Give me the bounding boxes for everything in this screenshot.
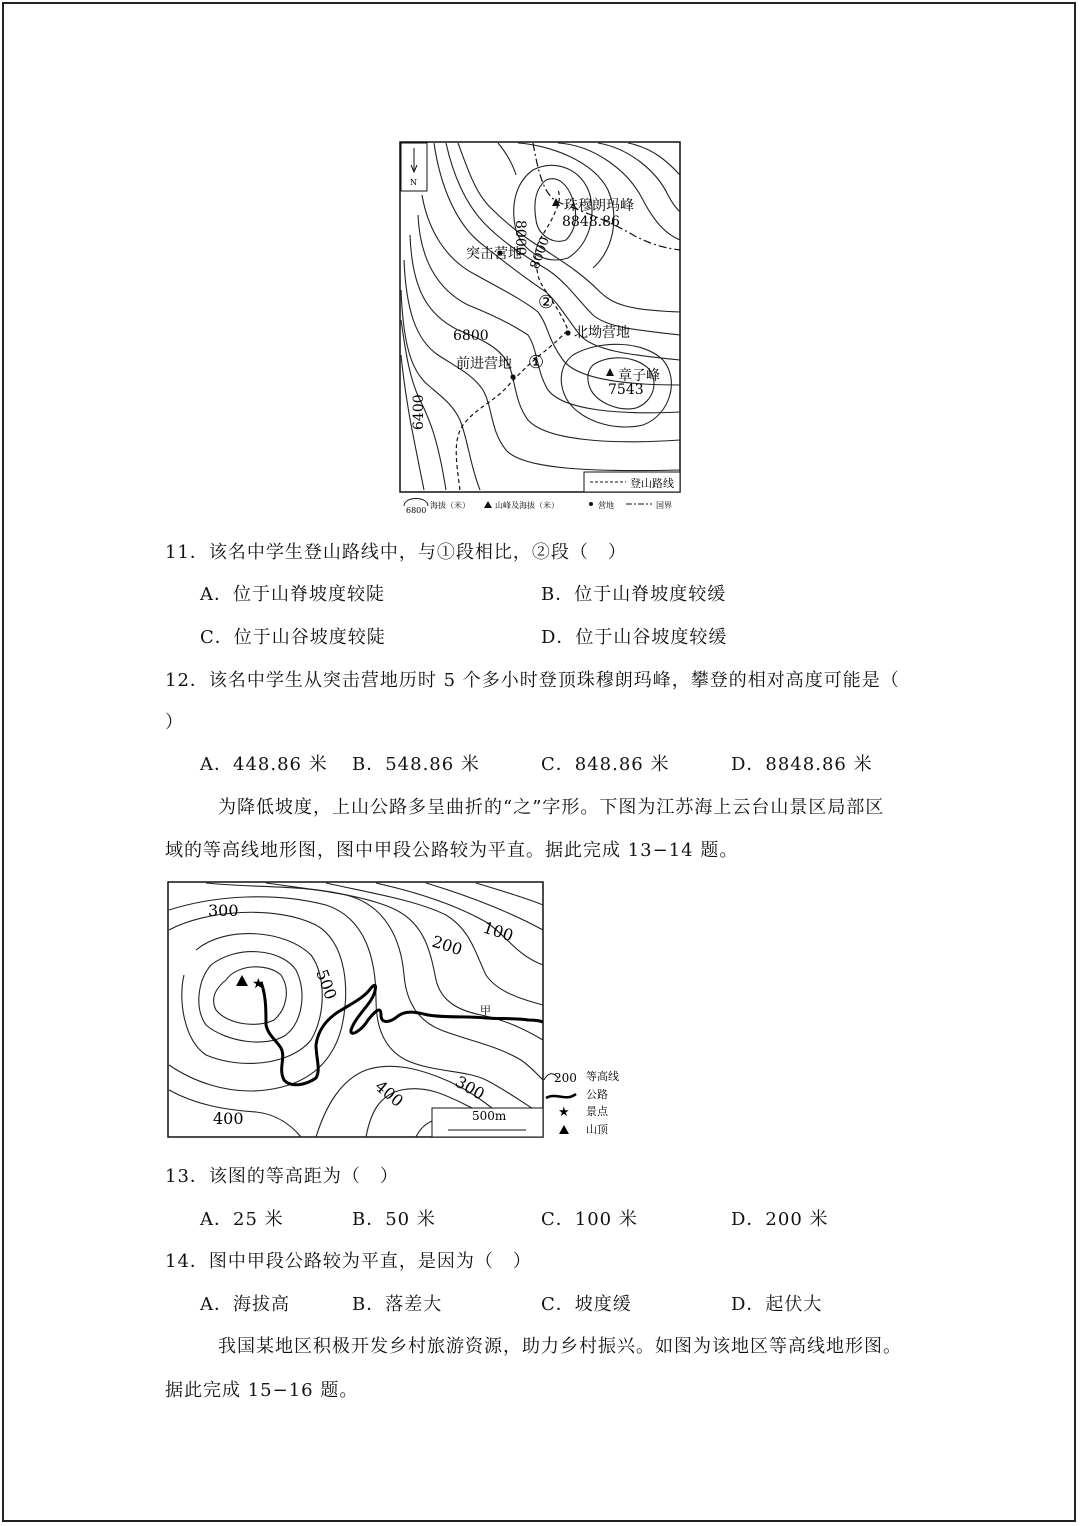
label-camp-north: 北坳营地 xyxy=(574,325,630,341)
legend-contour-value: 6800 xyxy=(406,506,427,515)
q14-option-d[interactable]: D．起伏大 xyxy=(731,1294,823,1315)
question-12-stem: 12．该名中学生从突击营地历时 5 个多小时登顶珠穆朗玛峰，攀登的相对高度可能是（ xyxy=(165,670,900,691)
q12-option-b[interactable]: B．548.86 米 xyxy=(352,754,480,775)
q11-option-d[interactable]: D．位于山谷坡度较缓 xyxy=(541,627,728,648)
legend-road-icon xyxy=(546,1094,576,1098)
scale-bar xyxy=(432,1108,543,1137)
scenic-spot-icon: ★ xyxy=(252,976,265,992)
label-zhangzi-altitude: 7543 xyxy=(608,382,644,398)
question-13-stem: 13．该图的等高距为（ ） xyxy=(165,1166,399,1187)
legend-camp-label: 营地 xyxy=(598,501,614,510)
legend-contour-value: 200 xyxy=(554,1071,577,1085)
label-everest: 珠穆朗玛峰 xyxy=(564,198,634,214)
yuntai-contour-map xyxy=(166,880,636,1142)
legend-summit-label: 山顶 xyxy=(586,1123,608,1136)
legend-scenic-label: 景点 xyxy=(586,1105,608,1118)
label-zhangzi: 章子峰 xyxy=(618,368,660,384)
svg-text:500m: 500m xyxy=(472,1109,507,1123)
q13-option-c[interactable]: C．100 米 xyxy=(541,1209,638,1230)
contour-label-100: 100 xyxy=(480,917,516,946)
q13-option-d[interactable]: D．200 米 xyxy=(731,1209,829,1230)
contour-label-300: 300 xyxy=(452,1072,488,1104)
legend-road-label: 公路 xyxy=(586,1088,608,1101)
camp-forward-marker xyxy=(510,374,515,379)
contour-label-400: 400 xyxy=(371,1076,408,1111)
contour-label-8000: 8000 xyxy=(527,235,554,272)
contour-label-8000: 8000 xyxy=(512,220,528,256)
intro-13-14-line2: 域的等高线地形图，图中甲段公路较为平直。据此完成 13−14 题。 xyxy=(165,840,739,861)
north-arrow-icon xyxy=(401,143,427,191)
q11-option-c[interactable]: C．位于山谷坡度较陡 xyxy=(200,627,386,648)
contour-label-300: 300 xyxy=(208,901,239,920)
label-segment-1: ① xyxy=(528,352,545,373)
question-11-stem: 11．该名中学生登山路线中，与①段相比，②段（ ） xyxy=(165,542,627,563)
q14-option-a[interactable]: A．海拔高 xyxy=(200,1294,290,1315)
legend-peak-label: 山峰及海拔（米） xyxy=(495,501,559,510)
q12-option-a[interactable]: A．448.86 米 xyxy=(200,754,328,775)
route-legend xyxy=(584,472,680,492)
contour-label-500: 500 xyxy=(312,966,341,1003)
q14-option-c[interactable]: C．坡度缓 xyxy=(541,1294,632,1315)
label-camp-assault: 突击营地 xyxy=(466,246,522,262)
question-12-stem-end: ） xyxy=(165,712,184,733)
q13-option-b[interactable]: B．50 米 xyxy=(352,1209,436,1230)
q11-option-b[interactable]: B．位于山脊坡度较缓 xyxy=(541,584,727,605)
q12-option-c[interactable]: C．848.86 米 xyxy=(541,754,670,775)
legend-peak-icon xyxy=(484,501,492,508)
label-segment-2: ② xyxy=(538,292,555,313)
legend-scenic-icon: ★ xyxy=(558,1105,570,1120)
label-everest-altitude: 8848.86 xyxy=(562,214,620,230)
label-jia: 甲 xyxy=(480,1004,491,1017)
q13-option-a[interactable]: A．25 米 xyxy=(200,1209,284,1230)
intro-13-14-line1: 为降低坡度，上山公路多呈曲折的“之”字形。下图为江苏海上云台山景区局部区 xyxy=(218,797,885,818)
camp-north-marker xyxy=(565,330,570,335)
svg-text:登山路线: 登山路线 xyxy=(630,477,674,490)
map1-legend xyxy=(404,499,672,516)
contour-label-400: 400 xyxy=(213,1109,244,1128)
intro-15-16-line2: 据此完成 15−16 题。 xyxy=(165,1380,359,1401)
legend-camp-icon xyxy=(589,502,593,506)
svg-text:N: N xyxy=(410,178,417,187)
question-14-stem: 14．图中甲段公路较为平直，是因为（ ） xyxy=(165,1251,532,1272)
contour-label-6400: 6400 xyxy=(411,394,427,430)
contour-label-200: 200 xyxy=(429,931,465,960)
q14-option-b[interactable]: B．落差大 xyxy=(352,1294,443,1315)
map2-legend xyxy=(544,1069,619,1136)
everest-contour-map xyxy=(398,140,688,515)
legend-border-label: 国界 xyxy=(656,501,672,510)
legend-contour-label: 海拔（米） xyxy=(430,501,470,510)
intro-15-16-line1: 我国某地区积极开发乡村旅游资源，助力乡村振兴。如图为该地区等高线地形图。 xyxy=(218,1336,902,1357)
q12-option-d[interactable]: D．8848.86 米 xyxy=(731,754,873,775)
legend-contour-label: 等高线 xyxy=(586,1070,619,1083)
contour-label-6800: 6800 xyxy=(453,328,489,344)
label-camp-forward: 前进营地 xyxy=(456,356,512,372)
legend-summit-icon xyxy=(559,1125,569,1134)
q11-option-a[interactable]: A．位于山脊坡度较陡 xyxy=(200,584,385,605)
